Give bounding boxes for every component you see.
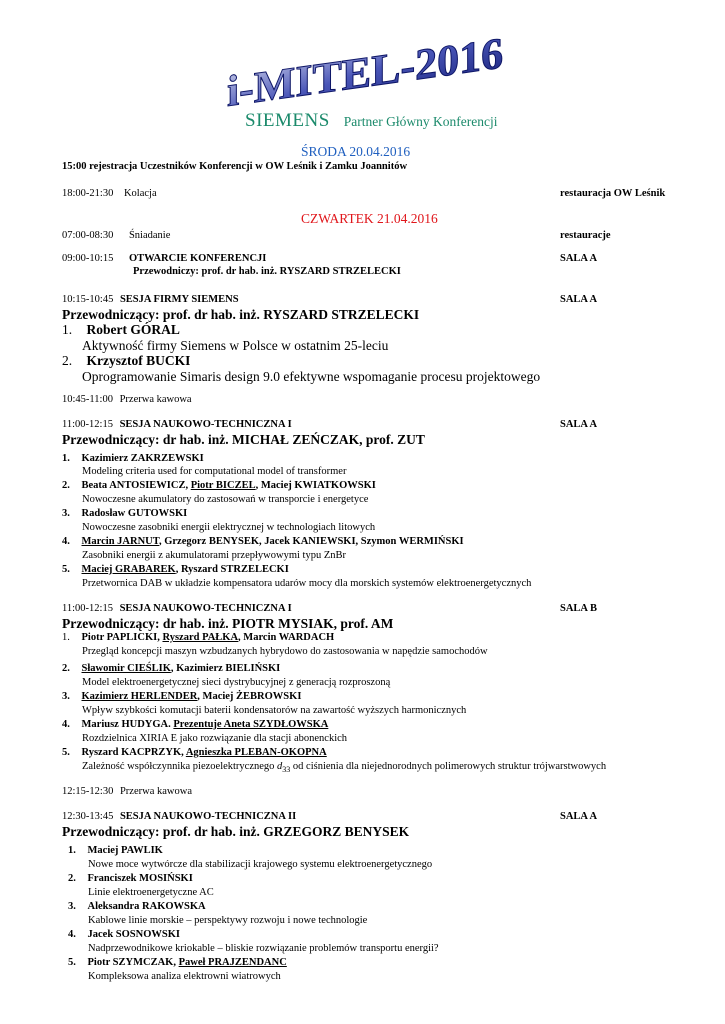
session1b-room: SALA B (560, 603, 598, 614)
list-item (62, 453, 204, 464)
session1b-time: 11:00-12:15 (62, 603, 113, 614)
item-presenter: Ryszard PAŁKA (162, 632, 239, 643)
item-coauthors: , Kazimierz BIELIŃSKI (170, 663, 281, 674)
item-presenter: Prezentuje Aneta SZYDŁOWSKA (173, 719, 329, 730)
item-number: 2. (68, 873, 76, 884)
item-author: Radosław GUTOWSKI (81, 508, 188, 519)
symbol-d: d (277, 761, 283, 772)
item-coauthors: , Maciej KWIATKOWSKI (255, 480, 376, 491)
opening-title: OTWARCIE KONFERENCJI (128, 253, 267, 264)
session1b-chair: Przewodniczący: dr hab. inż. PIOTR MYSIAK, prof. AM (62, 616, 394, 631)
item-number: 1. (62, 453, 70, 464)
conference-logo (226, 28, 504, 117)
item-topic: Nadprzewodnikowe kriokable – bliskie rozwiązanie problemów transportu energii? (88, 943, 439, 954)
item-topic-part: Zależność współczynnika piezoelektrycznego (82, 761, 278, 772)
list-item (62, 691, 301, 702)
item-author: Krzysztof BUCKI (86, 353, 191, 368)
item-number: 2. (62, 480, 70, 491)
item-number: 2. (62, 663, 70, 674)
item-topic: Przegląd koncepcji maszyn wzbudzanych hybrydowo do zastosowania w napędzie samochodów (82, 646, 488, 657)
item-presenter: Marcin JARNUT (81, 536, 159, 547)
session1b-row (62, 603, 292, 614)
dinner-row (62, 188, 157, 199)
list-item (68, 957, 287, 968)
list-item (68, 929, 180, 940)
siemens-session-title: SESJA FIRMY SIEMENS (119, 294, 239, 305)
item-topic: Modeling criteria used for computational model of transformer (82, 466, 347, 477)
session2-row (62, 811, 296, 822)
item-author: Aleksandra RAKOWSKA (87, 901, 206, 912)
item-author: Jacek SOSNOWSKI (87, 929, 180, 940)
list-item (62, 353, 190, 369)
session2-title: SESJA NAUKOWO-TECHNICZNA II (119, 811, 297, 822)
siemens-session-room: SALA A (560, 294, 598, 305)
opening-time: 09:00-10:15 (62, 253, 114, 264)
item-number: 5. (62, 564, 70, 575)
item-number: 5. (68, 957, 76, 968)
item-author: Ryszard KACPRZYK, (81, 747, 186, 758)
item-coauthors: , Maciej ŻEBROWSKI (197, 691, 302, 702)
breakfast-place: restauracje (560, 230, 611, 241)
item-topic: Rozdzielnica XIRIA E jako rozwiązanie dla stacji abonenckich (82, 733, 348, 744)
item-number: 3. (62, 691, 70, 702)
list-item (62, 663, 280, 674)
list-item (62, 747, 327, 758)
breakfast-row (62, 230, 170, 241)
break-row (62, 394, 192, 405)
item-coauthors: , Marcin WARDACH (238, 632, 335, 643)
item-number: 2. (62, 353, 73, 368)
dinner-time: 18:00-21:30 (62, 188, 114, 199)
item-coauthors: , Ryszard STRZELECKI (175, 564, 289, 575)
session2-room: SALA A (560, 811, 598, 822)
session2-chair: Przewodniczący: prof. dr hab. inż. GRZEGORZ BENYSEK (62, 824, 410, 839)
session1-time: 11:00-12:15 (62, 419, 113, 430)
item-topic: Model elektroenergetycznej sieci dystrybucyjnej z generacją rozproszoną (82, 677, 391, 688)
item-author: Beata ANTOSIEWICZ, (81, 480, 191, 491)
opening-row (62, 253, 266, 264)
item-topic: Aktywność firmy Siemens w Polsce w ostatnim 25-leciu (82, 338, 389, 353)
session1-room: SALA A (560, 419, 598, 430)
session1-row (62, 419, 292, 430)
item-presenter: Kazimierz HERLENDER (81, 691, 198, 702)
item-topic: Kompleksowa analiza elektrowni wiatrowych (88, 971, 281, 982)
item-presenter: Sławomir CIEŚLIK (81, 663, 171, 674)
svg-text:i-MITEL-2016: i-MITEL-2016 (226, 28, 504, 117)
registration-note: 15:00 rejestracja Uczestników Konferencji w OW Leśnik i Zamku Joannitów (62, 161, 408, 172)
item-topic: Zasobniki energii z akumulatorami przepływowymi typu ZnBr (82, 550, 346, 561)
siemens-session-time: 10:15-10:45 (62, 294, 114, 305)
dinner-place: restauracja OW Leśnik (560, 188, 666, 199)
session1-title: SESJA NAUKOWO-TECHNICZNA I (119, 419, 292, 430)
item-number: 4. (68, 929, 76, 940)
break-row (62, 786, 192, 797)
list-item (62, 322, 180, 338)
break-label: Przerwa kawowa (119, 786, 192, 797)
item-presenter: Paweł PRAJZENDANC (178, 957, 287, 968)
item-coauthors: , Grzegorz BENYSEK, Jacek KANIEWSKI, Szymon WERMIŃSKI (158, 536, 464, 547)
item-topic: Linie elektroenergetyczne AC (88, 887, 214, 898)
list-item (62, 719, 328, 730)
item-topic (82, 761, 606, 774)
item-number: 3. (62, 508, 70, 519)
break-time: 10:45-11:00 (62, 394, 113, 405)
opening-chair: Przewodniczy: prof. dr hab. inż. RYSZARD STRZELECKI (133, 266, 401, 277)
item-author: Franciszek MOSIŃSKI (87, 873, 193, 884)
item-number: 4. (62, 536, 70, 547)
item-topic: Kablowe linie morskie – perspektywy rozwoju i nowe technologie (88, 915, 368, 926)
session1b-title: SESJA NAUKOWO-TECHNICZNA I (119, 603, 292, 614)
item-presenter: Piotr BICZEL (190, 480, 256, 491)
list-item (62, 632, 334, 643)
item-number: 5. (62, 747, 70, 758)
item-number: 1. (62, 322, 73, 337)
partner-label: Partner Główny Konferencji (343, 114, 498, 129)
list-item (62, 536, 464, 547)
item-author: Mariusz HUDYGA. (81, 719, 174, 730)
item-author: Piotr SZYMCZAK, (87, 957, 179, 968)
dinner-label: Kolacja (123, 188, 157, 199)
siemens-session-row (62, 294, 239, 305)
siemens-session-chair: Przewodniczący: prof. dr hab. inż. RYSZARD STRZELECKI (62, 307, 420, 322)
item-author: Piotr PAPLICKI, (81, 632, 163, 643)
siemens-brand: SIEMENS (245, 110, 330, 131)
item-number: 3. (68, 901, 76, 912)
day1-title: ŚRODA 20.04.2016 (301, 144, 411, 159)
item-topic-part: od ciśnienia dla niejednorodnych polimerowych struktur trójwarstwowych (290, 761, 607, 772)
item-presenter: Agnieszka PLEBAN-OKOPNA (185, 747, 327, 758)
list-item (68, 901, 206, 912)
list-item (68, 845, 163, 856)
opening-room: SALA A (560, 253, 598, 264)
breakfast-label: Śniadanie (128, 230, 171, 241)
break-label: Przerwa kawowa (119, 394, 192, 405)
list-item (62, 480, 376, 491)
list-item (62, 508, 187, 519)
breakfast-time: 07:00-08:30 (62, 230, 114, 241)
header-line (245, 110, 498, 132)
subscript: 33 (282, 765, 291, 775)
item-topic: Oprogramowanie Simaris design 9.0 efektywne wspomaganie procesu projektowego (82, 369, 541, 384)
item-topic: Nowe moce wytwórcze dla stabilizacji krajowego systemu elektroenergetycznego (88, 859, 433, 870)
item-number: 1. (62, 632, 70, 643)
item-topic: Wpływ szybkości komutacji baterii kondensatorów na zawartość wyższych harmonicznych (82, 705, 467, 716)
list-item (62, 564, 289, 575)
item-author: Maciej PAWLIK (87, 845, 163, 856)
session2-time: 12:30-13:45 (62, 811, 114, 822)
item-number: 1. (68, 845, 76, 856)
item-topic: Nowoczesne zasobniki energii elektrycznej w technologiach litowych (82, 522, 376, 533)
item-author: Kazimierz ZAKRZEWSKI (81, 453, 204, 464)
session1-chair: Przewodniczący: dr hab. inż. MICHAŁ ZEŃCZAK, prof. ZUT (62, 432, 425, 447)
list-item (68, 873, 193, 884)
item-topic: Nowoczesne akumulatory do zastosowań w transporcie i energetyce (82, 494, 369, 505)
item-presenter: Maciej GRABAREK (81, 564, 176, 575)
day2-title: CZWARTEK 21.04.2016 (301, 211, 438, 226)
item-author: Robert GÓRAL (86, 322, 180, 337)
item-number: 4. (62, 719, 70, 730)
item-topic: Przetwornica DAB w układzie kompensatora udarów mocy dla morskich systemów elektroenergetycznych (82, 578, 532, 589)
break-time: 12:15-12:30 (62, 786, 114, 797)
